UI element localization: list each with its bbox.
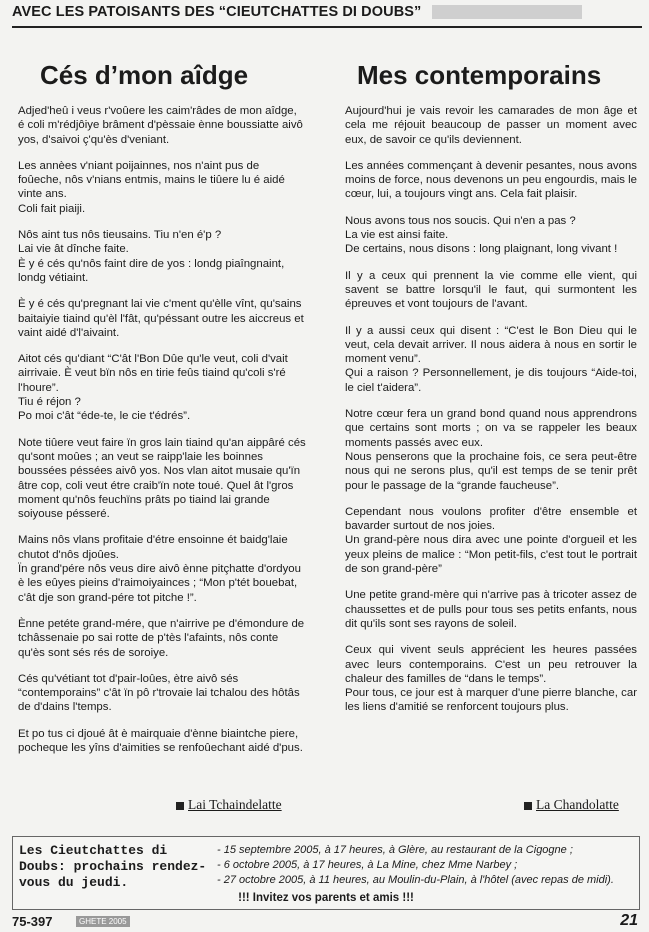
french-paragraph: Notre cœur fera un grand bond quand nous apprendrons que certains sont morts ; on va se rappeler les beaux moments passés avec eux. Nous penserons que la prochaine fois, ce sera peut-être nous qui ne serons plus, qu'il est temps de se tenir prêt pour le passage de la “grande faucheuse”. (345, 408, 637, 492)
rendezvous-date: - 27 octobre 2005, à 11 heures, au Moulin-du-Plain, à l'hôtel (avec repas de midi). (217, 874, 614, 886)
patois-paragraph: Note tiûere veut faire ïn gros lain tiaind qu'an aippâré cés qu'sont moûes ; an veut se raipp'laie les boinnes boussées péssées aivô yos. Nos vlan aitot musaie qu'ïn âtre cop, coli veut étre craib'ïn note toué. Quel ât l'gros moment qu'nôs feuchïns prâts po tiaind lai grande soiyouse pésseré. (18, 436, 306, 521)
square-icon (176, 802, 184, 810)
french-paragraph: Il y a aussi ceux qui disent : “C'est le Bon Dieu qui le veut, cela devait arriver. Il nous aidera à nous en sortir le moment venu”. Qui a raison ? Personnellement, je dis toujours “Aide-toi, le ciel t'aidera”. (345, 324, 637, 394)
patois-paragraph: Les annèes v'niant poijainnes, nos n'aint pus de foûeche, nôs v'nians entmis, mains le tiûere lu é aidé vinte ans. Coli fait piaiji. (18, 159, 285, 215)
french-paragraph: Il y a ceux qui prennent la vie comme elle vient, qui savent se battre lorsqu'il le faut, qui surmontent les épreuves et vont toujours de l'avant. (345, 269, 637, 311)
patois-paragraph: Mains nôs vlans profitaie d'étre ensoinne ét baidg'laie chutot d'nôs djoûes. Ïn grand'pére nôs veus dire aivô ènne pitçhatte d'ordyou è les eûyes pieins d'raimoiyainces ; “Mon p'tét bouebat, c'ât dje son grand-pére tot pitche !”. (18, 534, 301, 604)
signature-left-name: Lai Tchaindelatte (188, 797, 282, 812)
signature-left (176, 797, 282, 813)
french-paragraph: Ceux qui vivent seuls apprécient les heures passées avec leurs contemporains. C'est un peu retrouver la chaleur des familles de “dans le temps”. Pour tous, ce jour est à marquer d'une pierre blanche, car les liens d'amitié se renforcent toujours plus. (345, 644, 637, 714)
title-left: Cés d’mon aîdge (40, 60, 249, 90)
page-ref: 75-397 (12, 914, 53, 929)
rendezvous-dates (217, 843, 637, 888)
header-title: AVEC LES PATOISANTS DES “CIEUTCHATTES DI DOUBS” (12, 4, 422, 20)
french-paragraph: Une petite grand-mère qui n'arrive pas à tricoter assez de chaussettes et de pulls pour tous ses petits enfants, nous dit qu'ils sont ses rayons de soleil. (345, 589, 637, 630)
rendezvous-date: - 15 septembre 2005, à 17 heures, à Glère, au restaurant de la Cigogne ; (217, 844, 573, 856)
french-paragraph: Aujourd'hui je vais revoir les camarades de mon âge et cela me réjouit beaucoup de passer un moment avec eux, de savoir ce qu'ils deviennent. (345, 105, 637, 146)
french-paragraph: Les années commençant à devenir pesantes, nous avons moins de force, nous devenons un peu engourdis, mais le cœur, lui, a toujours vingt ans. Cela fait plaisir. (345, 159, 637, 201)
article-titles (0, 60, 649, 96)
patois-paragraph: Aitot cés qu'diant “C'ât l'Bon Dûe qu'le veut, coli d'vait airrivaie. È veut bïn nôs en tirie feûs tiaind qu'coli s'ré l'houre”. Tiu é réjon ? Po moi c'ât “éde-te, le cie t'édrés”. (18, 353, 288, 423)
signature-right (524, 797, 619, 813)
patois-paragraph: Adjed'heû i veus r'voûere les caim'râdes de mon aîdge, é coli m'rédjôiye brâment d'pèssaie ènne boussiatte aivô yos, d'saivoi ç'qu'ès d'veniant. (18, 105, 303, 146)
publication-tag: GHETE 2005 (76, 916, 130, 927)
patois-paragraph: Ènne petéte grand-mére, que n'airrive pe d'émondure de tchâssenaie po sai rotte de p'tès l'afaints, nôs conte qu'ès sont sés rés de soroiye. (18, 617, 305, 659)
signature-right-name: La Chandolatte (536, 797, 619, 812)
french-column (345, 104, 637, 727)
header-bar (432, 5, 582, 19)
page-header (12, 4, 642, 28)
title-right: Mes contemporains (357, 60, 602, 90)
patois-paragraph: Et po tus ci djoué ât è mairquaie d'ènne biaintche piere, pocheque les yîns d'aimities se renfoûechant aidé d'pus. (18, 727, 303, 754)
patois-paragraph: È y é cés qu'pregnant lai vie c'ment qu'èlle vînt, qu'sains baitaiyie tiaind qu'èl l'fât, qu'péssant outre les aiccreus et vaint aidé d'l'aivaint. (18, 298, 304, 339)
rendezvous-label: Les Cieutchattes di Doubs: prochains rendez-vous du jeudi. (19, 843, 207, 890)
rendezvous-box (12, 836, 640, 910)
patois-paragraph: Cés qu'vétiant tot d'pair-loûes, ètre aivô sés “contemporains” c'ât ïn pô r'trovaie lai tchalou des hôtâs de d'dains l'temps. (18, 672, 300, 714)
rendezvous-date: - 6 octobre 2005, à 17 heures, à La Mine, chez Mme Narbey ; (217, 859, 518, 871)
square-icon (524, 802, 532, 810)
page-number: 21 (620, 912, 638, 929)
patois-column (18, 104, 306, 767)
french-paragraph: Nous avons tous nos soucis. Qui n'en a pas ? La vie est ainsi faite. De certains, nous disons : long plaignant, long vivant ! (345, 214, 618, 256)
french-paragraph: Cependant nous voulons profiter d'être ensemble et bavarder surtout de nos joies. Un grand-père nous dira avec une pointe d'orgueil et les yeux pleins de malice : “Mon petit-fils, c'est tout le portrait de son grand-père” (345, 505, 637, 576)
invite-text: !!! Invitez vos parents et amis !!! (238, 892, 414, 904)
patois-paragraph: Nôs aint tus nôs tieusains. Tiu n'en é'p ? Lai vie ât dînche faite. È y é cés qu'nôs faint dire de yos : londg piaîngnaint, londg vétiaint. (18, 229, 285, 284)
page-footer (12, 914, 638, 930)
